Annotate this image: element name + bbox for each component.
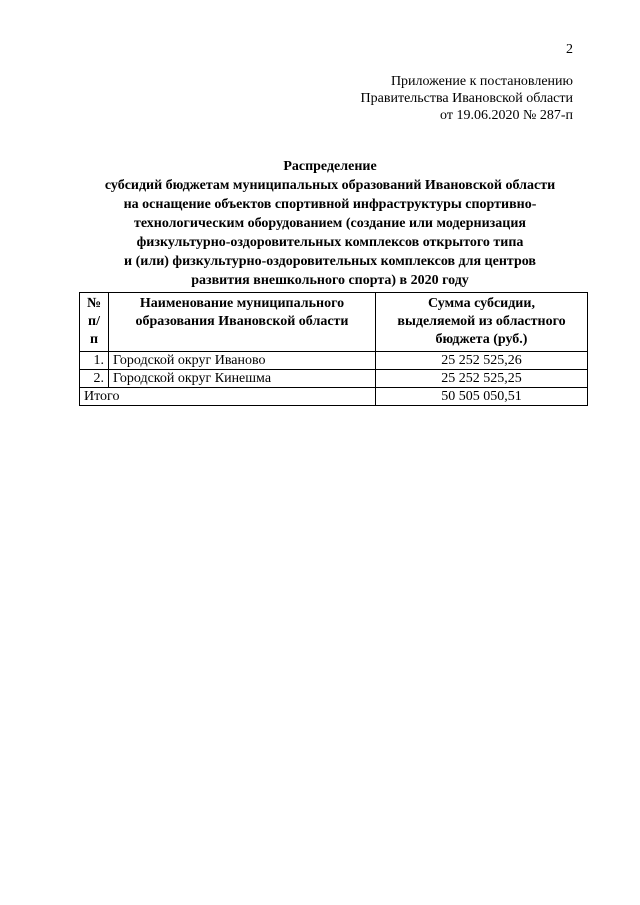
header-text: Сумма субсидии, [428, 296, 535, 311]
header-text: Наименование муниципального [139, 296, 345, 311]
header-text: № [86, 296, 102, 311]
row-municipality: Городской округ Иваново [109, 352, 376, 370]
header-text: бюджета (руб.) [435, 332, 528, 347]
total-row [80, 388, 588, 406]
header-municipality [109, 293, 376, 352]
row-municipality: Городской округ Кинешма [109, 370, 376, 388]
title-line: субсидий бюджетам муниципальных образований Ивановской области [104, 178, 556, 193]
header-text: выделяемой из областного [397, 314, 566, 329]
document-title [60, 157, 600, 290]
header-text: п/п [88, 314, 100, 347]
table-row [80, 352, 588, 370]
row-number: 1. [80, 352, 109, 370]
table-header-row [80, 293, 588, 352]
header-text: образования Ивановской области [135, 314, 349, 329]
appendix-line: Приложение к постановлению [390, 74, 573, 89]
header-subsidy-amount [376, 293, 588, 352]
title-line: развития внешкольного спорта) в 2020 году [191, 273, 469, 288]
title-line: на оснащение объектов спортивной инфраструктуры спортивно- [123, 197, 537, 212]
title-line: и (или) физкультурно-оздоровительных комплексов для центров [124, 254, 536, 269]
page-number: 2 [566, 42, 573, 57]
row-amount: 25 252 525,26 [376, 352, 588, 370]
row-amount: 25 252 525,25 [376, 370, 588, 388]
title-line: Распределение [283, 159, 377, 174]
row-number: 2. [80, 370, 109, 388]
title-line: физкультурно-оздоровительных комплексов открытого типа [136, 235, 524, 250]
total-label: Итого [80, 388, 376, 406]
table-row [80, 370, 588, 388]
header-number [80, 293, 109, 352]
title-line: технологическим оборудованием (создание или модернизация [133, 216, 526, 231]
subsidy-table [79, 292, 588, 406]
appendix-line: от 19.06.2020 № 287-п [440, 108, 573, 123]
appendix-block [361, 73, 573, 124]
appendix-line: Правительства Ивановской области [360, 91, 573, 106]
total-amount: 50 505 050,51 [376, 388, 588, 406]
